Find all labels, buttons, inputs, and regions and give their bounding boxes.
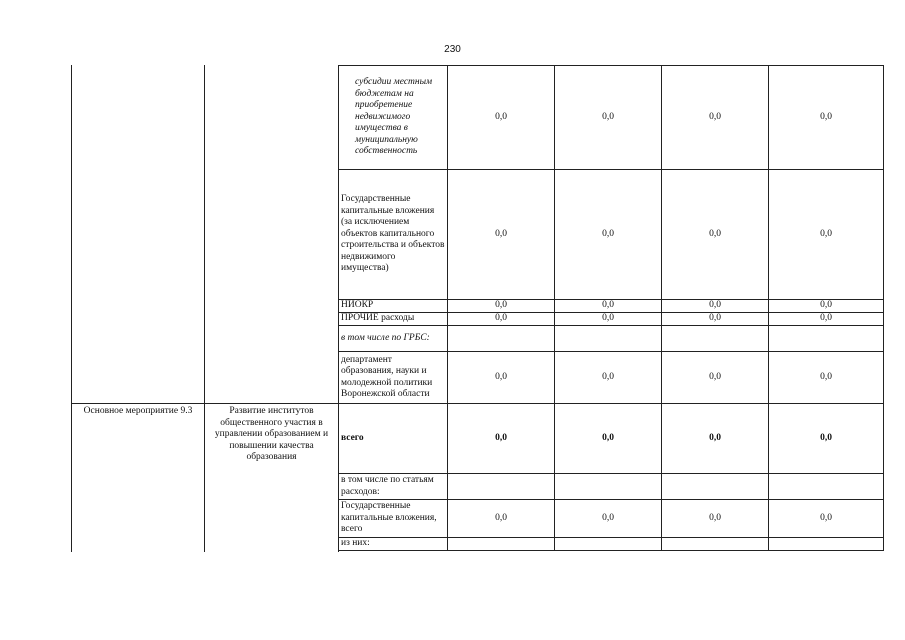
table-row <box>339 474 884 500</box>
row-label: Государственные капитальные вложения (за исключением объектов капитального строительства и объектов недвижимого имущества) <box>339 170 448 300</box>
value-cell: 0,0 <box>555 300 662 313</box>
row-label: НИОКР <box>339 300 448 313</box>
left-col-border-2 <box>204 65 205 552</box>
value-cell <box>448 538 555 551</box>
row-label: ПРОЧИЕ расходы <box>339 313 448 326</box>
value-cell <box>662 326 769 352</box>
table-row <box>339 404 884 474</box>
value-cell: 0,0 <box>662 66 769 170</box>
value-cell <box>662 474 769 500</box>
value-cell: 0,0 <box>769 300 884 313</box>
value-cell <box>662 538 769 551</box>
value-cell: 0,0 <box>555 500 662 538</box>
row-label: Государственные капитальные вложения, всего <box>339 500 448 538</box>
table-row <box>339 538 884 551</box>
value-cell <box>448 474 555 500</box>
value-cell: 0,0 <box>769 404 884 474</box>
value-cell: 0,0 <box>662 500 769 538</box>
value-cell: 0,0 <box>555 404 662 474</box>
value-cell <box>555 474 662 500</box>
table-row <box>339 300 884 313</box>
value-cell: 0,0 <box>448 170 555 300</box>
table-row <box>339 352 884 404</box>
value-cell: 0,0 <box>448 66 555 170</box>
value-cell: 0,0 <box>448 500 555 538</box>
value-cell <box>448 326 555 352</box>
value-cell: 0,0 <box>555 313 662 326</box>
event-code: Основное мероприятие 9.3 <box>83 406 193 416</box>
table-row <box>339 66 884 170</box>
value-cell: 0,0 <box>448 313 555 326</box>
row-label: в том числе по статьям расходов: <box>339 474 448 500</box>
value-cell <box>769 538 884 551</box>
table-row <box>339 500 884 538</box>
value-cell: 0,0 <box>662 300 769 313</box>
event-separator-line <box>71 403 339 404</box>
row-label: всего <box>339 404 448 474</box>
expenses-table <box>338 65 884 551</box>
row-label: субсидии местным бюджетам на приобретение недвижимого имущества в муниципальную собственность <box>339 66 448 170</box>
table-row <box>339 170 884 300</box>
value-cell: 0,0 <box>555 170 662 300</box>
page-number: 230 <box>444 44 461 55</box>
value-cell: 0,0 <box>769 500 884 538</box>
table-row <box>339 313 884 326</box>
value-cell <box>555 538 662 551</box>
value-cell: 0,0 <box>662 404 769 474</box>
row-label: департамент образования, науки и молодежной политики Воронежской области <box>339 352 448 404</box>
value-cell: 0,0 <box>662 170 769 300</box>
value-cell: 0,0 <box>769 170 884 300</box>
event-title: Развитие институтов общественного участия в управлении образованием и повышении качества образования <box>214 406 329 462</box>
value-cell: 0,0 <box>555 352 662 404</box>
table-row <box>339 326 884 352</box>
value-cell: 0,0 <box>769 66 884 170</box>
value-cell: 0,0 <box>448 352 555 404</box>
value-cell: 0,0 <box>662 352 769 404</box>
value-cell: 0,0 <box>662 313 769 326</box>
value-cell: 0,0 <box>769 352 884 404</box>
left-col-border-1 <box>71 65 72 552</box>
value-cell <box>555 326 662 352</box>
value-cell: 0,0 <box>769 313 884 326</box>
row-label: из них: <box>339 538 448 551</box>
value-cell: 0,0 <box>448 300 555 313</box>
value-cell <box>769 326 884 352</box>
value-cell <box>769 474 884 500</box>
value-cell: 0,0 <box>448 404 555 474</box>
row-label: в том числе по ГРБС: <box>339 326 448 352</box>
value-cell: 0,0 <box>555 66 662 170</box>
